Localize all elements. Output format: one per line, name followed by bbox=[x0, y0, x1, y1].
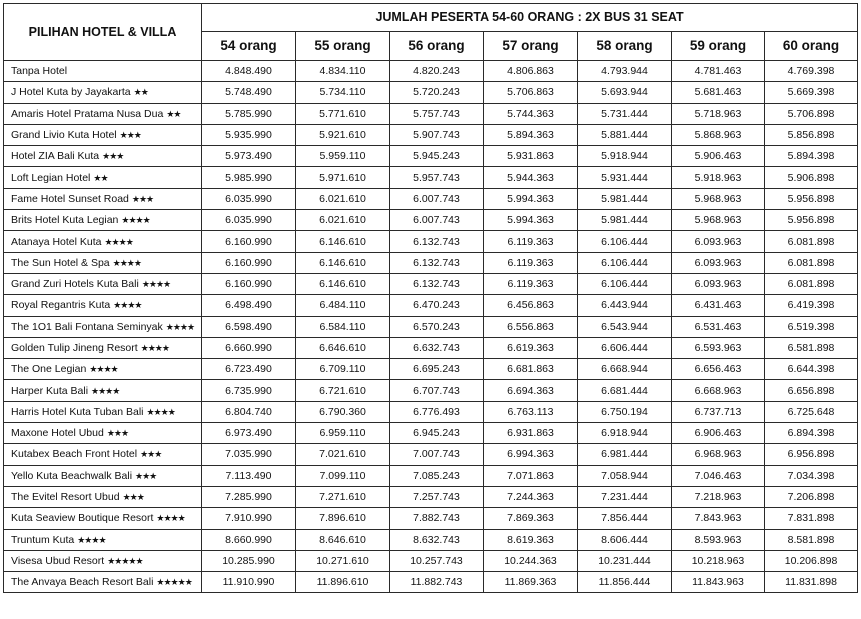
price-cell: 7.882.743 bbox=[390, 508, 484, 529]
hotel-name: Brits Hotel Kuta Legian bbox=[11, 214, 119, 227]
star-rating: ★★★ bbox=[122, 492, 144, 503]
price-cell: 7.856.444 bbox=[578, 508, 672, 529]
price-cell: 7.271.610 bbox=[296, 486, 390, 507]
price-cell: 5.706.898 bbox=[765, 103, 858, 124]
price-cell: 6.968.963 bbox=[672, 444, 765, 465]
price-cell: 6.973.490 bbox=[202, 423, 296, 444]
price-cell: 10.257.743 bbox=[390, 550, 484, 571]
price-cell: 7.099.110 bbox=[296, 465, 390, 486]
price-cell: 10.285.990 bbox=[202, 550, 296, 571]
price-cell: 5.744.363 bbox=[484, 103, 578, 124]
price-cell: 5.968.963 bbox=[672, 188, 765, 209]
hotel-name: Grand Livio Kuta Hotel bbox=[11, 129, 117, 142]
hotel-name-cell bbox=[4, 146, 202, 167]
price-cell: 7.007.743 bbox=[390, 444, 484, 465]
column-header: 54 orang bbox=[202, 31, 296, 60]
price-cell: 7.113.490 bbox=[202, 465, 296, 486]
price-cell: 6.593.963 bbox=[672, 337, 765, 358]
price-cell: 5.959.110 bbox=[296, 146, 390, 167]
price-cell: 5.971.610 bbox=[296, 167, 390, 188]
price-cell: 5.785.990 bbox=[202, 103, 296, 124]
price-cell: 6.695.243 bbox=[390, 359, 484, 380]
price-cell: 5.945.243 bbox=[390, 146, 484, 167]
star-rating: ★★★★ bbox=[113, 300, 142, 311]
price-cell: 7.046.463 bbox=[672, 465, 765, 486]
price-cell: 6.146.610 bbox=[296, 273, 390, 294]
table-row bbox=[4, 508, 858, 529]
table-body bbox=[4, 61, 858, 593]
price-cell: 6.106.444 bbox=[578, 273, 672, 294]
price-cell: 7.244.363 bbox=[484, 486, 578, 507]
price-cell: 6.723.490 bbox=[202, 359, 296, 380]
price-cell: 6.709.110 bbox=[296, 359, 390, 380]
column-header: 58 orang bbox=[578, 31, 672, 60]
price-cell: 5.968.963 bbox=[672, 210, 765, 231]
price-cell: 5.918.944 bbox=[578, 146, 672, 167]
table-row bbox=[4, 188, 858, 209]
price-cell: 6.804.740 bbox=[202, 401, 296, 422]
price-cell: 6.707.743 bbox=[390, 380, 484, 401]
table-row bbox=[4, 529, 858, 550]
price-cell: 5.881.444 bbox=[578, 124, 672, 145]
price-cell: 8.593.963 bbox=[672, 529, 765, 550]
price-cell: 6.656.463 bbox=[672, 359, 765, 380]
price-cell: 5.994.363 bbox=[484, 188, 578, 209]
hotel-name: The 1O1 Bali Fontana Seminyak bbox=[11, 320, 163, 333]
hotel-name: Hotel ZIA Bali Kuta bbox=[11, 150, 100, 163]
table-row bbox=[4, 572, 858, 593]
price-cell: 5.720.243 bbox=[390, 82, 484, 103]
table-row bbox=[4, 423, 858, 444]
price-cell: 7.071.863 bbox=[484, 465, 578, 486]
price-cell: 7.231.444 bbox=[578, 486, 672, 507]
price-cell: 6.737.713 bbox=[672, 401, 765, 422]
star-rating: ★★★★ bbox=[104, 236, 133, 247]
price-cell: 6.007.743 bbox=[390, 188, 484, 209]
price-cell: 6.735.990 bbox=[202, 380, 296, 401]
hotel-name: Maxone Hotel Ubud bbox=[11, 427, 104, 440]
star-rating: ★★ bbox=[93, 172, 108, 183]
hotel-name-cell bbox=[4, 572, 202, 593]
table-row bbox=[4, 295, 858, 316]
price-cell: 6.660.990 bbox=[202, 337, 296, 358]
price-cell: 6.119.363 bbox=[484, 273, 578, 294]
hotel-name-cell bbox=[4, 401, 202, 422]
table-row bbox=[4, 167, 858, 188]
hotel-name: Grand Zuri Hotels Kuta Bali bbox=[11, 278, 139, 291]
price-cell: 5.868.963 bbox=[672, 124, 765, 145]
price-cell: 7.206.898 bbox=[765, 486, 858, 507]
price-cell: 10.218.963 bbox=[672, 550, 765, 571]
price-cell: 5.856.898 bbox=[765, 124, 858, 145]
price-cell: 8.619.363 bbox=[484, 529, 578, 550]
hotel-name: Royal Regantris Kuta bbox=[11, 299, 111, 312]
price-cell: 5.956.898 bbox=[765, 188, 858, 209]
hotel-name-cell bbox=[4, 508, 202, 529]
price-cell: 6.132.743 bbox=[390, 252, 484, 273]
star-rating: ★★ bbox=[133, 87, 148, 98]
star-rating: ★★★ bbox=[106, 428, 129, 439]
price-cell: 6.584.110 bbox=[296, 316, 390, 337]
price-cell: 6.721.610 bbox=[296, 380, 390, 401]
hotel-name-cell bbox=[4, 188, 202, 209]
price-cell: 6.959.110 bbox=[296, 423, 390, 444]
price-cell: 6.470.243 bbox=[390, 295, 484, 316]
price-cell: 6.656.898 bbox=[765, 380, 858, 401]
price-cell: 6.750.194 bbox=[578, 401, 672, 422]
price-cell: 6.790.360 bbox=[296, 401, 390, 422]
price-cell: 11.882.743 bbox=[390, 572, 484, 593]
price-cell: 6.431.463 bbox=[672, 295, 765, 316]
star-rating: ★★★★ bbox=[156, 513, 185, 524]
price-cell: 6.146.610 bbox=[296, 231, 390, 252]
price-cell: 4.848.490 bbox=[202, 61, 296, 82]
price-cell: 5.669.398 bbox=[765, 82, 858, 103]
table-row bbox=[4, 61, 858, 82]
price-cell: 4.820.243 bbox=[390, 61, 484, 82]
price-cell: 5.771.610 bbox=[296, 103, 390, 124]
price-cell: 6.419.398 bbox=[765, 295, 858, 316]
hotel-name-cell bbox=[4, 252, 202, 273]
hotel-name: Harper Kuta Bali bbox=[11, 384, 89, 397]
hotel-name: Loft Legian Hotel bbox=[11, 171, 91, 184]
price-cell: 5.973.490 bbox=[202, 146, 296, 167]
price-cell: 6.918.944 bbox=[578, 423, 672, 444]
hotel-name: Golden Tulip Jineng Resort bbox=[11, 342, 138, 354]
price-cell: 5.906.463 bbox=[672, 146, 765, 167]
price-cell: 6.681.444 bbox=[578, 380, 672, 401]
price-cell: 5.681.463 bbox=[672, 82, 765, 103]
hotel-name: Harris Hotel Kuta Tuban Bali bbox=[11, 405, 144, 418]
table-row bbox=[4, 124, 858, 145]
price-cell: 6.519.398 bbox=[765, 316, 858, 337]
price-cell: 11.910.990 bbox=[202, 572, 296, 593]
price-cell: 6.945.243 bbox=[390, 423, 484, 444]
price-cell: 7.218.963 bbox=[672, 486, 765, 507]
hotel-name-cell bbox=[4, 380, 202, 401]
table-row bbox=[4, 486, 858, 507]
price-cell: 5.894.363 bbox=[484, 124, 578, 145]
table-row bbox=[4, 231, 858, 252]
hotel-name-cell bbox=[4, 465, 202, 486]
price-cell: 5.981.444 bbox=[578, 210, 672, 231]
price-cell: 6.007.743 bbox=[390, 210, 484, 231]
participant-group-header: JUMLAH PESERTA 54-60 ORANG : 2X BUS 31 SEAT bbox=[202, 4, 858, 32]
price-cell: 8.660.990 bbox=[202, 529, 296, 550]
star-rating: ★★★★ bbox=[121, 215, 150, 226]
table-row bbox=[4, 273, 858, 294]
price-cell: 6.035.990 bbox=[202, 210, 296, 231]
price-cell: 5.985.990 bbox=[202, 167, 296, 188]
hotel-name-cell bbox=[4, 529, 202, 550]
hotel-name: The One Legian bbox=[11, 363, 87, 376]
hotel-name-cell bbox=[4, 316, 202, 337]
price-cell: 6.606.444 bbox=[578, 337, 672, 358]
table-row bbox=[4, 252, 858, 273]
price-cell: 10.271.610 bbox=[296, 550, 390, 571]
table-row bbox=[4, 401, 858, 422]
price-cell: 5.906.898 bbox=[765, 167, 858, 188]
star-rating: ★★★★ bbox=[112, 257, 141, 268]
star-rating: ★★★★ bbox=[89, 364, 118, 375]
star-rating: ★★★★ bbox=[77, 534, 106, 545]
price-cell: 7.831.898 bbox=[765, 508, 858, 529]
column-header: 55 orang bbox=[296, 31, 390, 60]
price-cell: 6.668.963 bbox=[672, 380, 765, 401]
price-cell: 11.896.610 bbox=[296, 572, 390, 593]
hotel-column-header: PILIHAN HOTEL & VILLA bbox=[4, 4, 202, 61]
star-rating: ★★★★ bbox=[146, 406, 175, 417]
price-cell: 4.793.944 bbox=[578, 61, 672, 82]
hotel-name-cell bbox=[4, 550, 202, 571]
price-cell: 6.498.490 bbox=[202, 295, 296, 316]
price-cell: 7.085.243 bbox=[390, 465, 484, 486]
price-cell: 6.763.113 bbox=[484, 401, 578, 422]
hotel-name-cell bbox=[4, 167, 202, 188]
hotel-name: Atanaya Hotel Kuta bbox=[11, 235, 102, 248]
price-cell: 5.931.863 bbox=[484, 146, 578, 167]
price-cell: 6.956.898 bbox=[765, 444, 858, 465]
price-cell: 5.757.743 bbox=[390, 103, 484, 124]
price-cell: 6.644.398 bbox=[765, 359, 858, 380]
table-row bbox=[4, 337, 858, 358]
price-cell: 6.725.648 bbox=[765, 401, 858, 422]
price-cell: 6.081.898 bbox=[765, 252, 858, 273]
price-cell: 6.160.990 bbox=[202, 273, 296, 294]
star-rating: ★★★ bbox=[102, 151, 124, 162]
star-rating: ★★★ bbox=[119, 130, 141, 141]
price-cell: 6.132.743 bbox=[390, 231, 484, 252]
price-cell: 6.632.743 bbox=[390, 337, 484, 358]
table-row bbox=[4, 82, 858, 103]
price-cell: 8.646.610 bbox=[296, 529, 390, 550]
price-cell: 6.160.990 bbox=[202, 231, 296, 252]
hotel-name: The Evitel Resort Ubud bbox=[11, 491, 120, 504]
price-cell: 5.693.944 bbox=[578, 82, 672, 103]
hotel-name: Fame Hotel Sunset Road bbox=[11, 192, 129, 205]
price-cell: 5.918.963 bbox=[672, 167, 765, 188]
price-cell: 6.681.863 bbox=[484, 359, 578, 380]
price-cell: 7.910.990 bbox=[202, 508, 296, 529]
price-cell: 6.931.863 bbox=[484, 423, 578, 444]
price-cell: 5.981.444 bbox=[578, 188, 672, 209]
hotel-name: Tanpa Hotel bbox=[11, 65, 68, 78]
column-header: 59 orang bbox=[672, 31, 765, 60]
star-rating: ★★★ bbox=[140, 449, 162, 460]
price-cell: 7.843.963 bbox=[672, 508, 765, 529]
price-cell: 5.748.490 bbox=[202, 82, 296, 103]
star-rating: ★★★★ bbox=[165, 321, 195, 332]
price-cell: 6.906.463 bbox=[672, 423, 765, 444]
price-cell: 7.058.944 bbox=[578, 465, 672, 486]
price-cell: 5.734.110 bbox=[296, 82, 390, 103]
hotel-name-cell bbox=[4, 231, 202, 252]
hotel-name: The Anvaya Beach Resort Bali bbox=[11, 576, 154, 589]
price-cell: 6.531.463 bbox=[672, 316, 765, 337]
price-cell: 6.035.990 bbox=[202, 188, 296, 209]
price-cell: 5.931.444 bbox=[578, 167, 672, 188]
price-cell: 5.907.743 bbox=[390, 124, 484, 145]
price-cell: 6.543.944 bbox=[578, 316, 672, 337]
price-cell: 7.285.990 bbox=[202, 486, 296, 507]
price-cell: 8.632.743 bbox=[390, 529, 484, 550]
hotel-name: The Sun Hotel & Spa bbox=[11, 256, 110, 269]
table-row bbox=[4, 146, 858, 167]
table-row bbox=[4, 359, 858, 380]
hotel-name-cell bbox=[4, 423, 202, 444]
star-rating: ★★★★ bbox=[141, 279, 171, 290]
price-cell: 5.935.990 bbox=[202, 124, 296, 145]
price-cell: 5.731.444 bbox=[578, 103, 672, 124]
price-cell: 5.894.398 bbox=[765, 146, 858, 167]
price-cell: 6.093.963 bbox=[672, 273, 765, 294]
price-cell: 7.257.743 bbox=[390, 486, 484, 507]
price-cell: 11.831.898 bbox=[765, 572, 858, 593]
price-cell: 6.093.963 bbox=[672, 231, 765, 252]
price-cell: 6.093.963 bbox=[672, 252, 765, 273]
price-cell: 7.035.990 bbox=[202, 444, 296, 465]
hotel-name: Visesa Ubud Resort bbox=[11, 554, 105, 567]
price-cell: 5.994.363 bbox=[484, 210, 578, 231]
price-cell: 6.981.444 bbox=[578, 444, 672, 465]
price-cell: 6.021.610 bbox=[296, 188, 390, 209]
price-cell: 6.132.743 bbox=[390, 273, 484, 294]
price-cell: 6.456.863 bbox=[484, 295, 578, 316]
price-cell: 6.146.610 bbox=[296, 252, 390, 273]
price-table bbox=[3, 3, 858, 593]
price-cell: 7.021.610 bbox=[296, 444, 390, 465]
table-row bbox=[4, 444, 858, 465]
price-cell: 11.856.444 bbox=[578, 572, 672, 593]
star-rating: ★★★★★ bbox=[156, 577, 192, 588]
price-cell: 6.484.110 bbox=[296, 295, 390, 316]
price-cell: 6.581.898 bbox=[765, 337, 858, 358]
price-cell: 5.956.898 bbox=[765, 210, 858, 231]
price-cell: 6.119.363 bbox=[484, 252, 578, 273]
price-cell: 7.896.610 bbox=[296, 508, 390, 529]
price-cell: 10.244.363 bbox=[484, 550, 578, 571]
price-cell: 6.646.610 bbox=[296, 337, 390, 358]
price-cell: 10.231.444 bbox=[578, 550, 672, 571]
price-cell: 6.021.610 bbox=[296, 210, 390, 231]
star-rating: ★★★★★ bbox=[107, 555, 143, 566]
hotel-name: J Hotel Kuta by Jayakarta bbox=[11, 86, 131, 99]
price-cell: 7.869.363 bbox=[484, 508, 578, 529]
price-cell: 6.443.944 bbox=[578, 295, 672, 316]
table-row bbox=[4, 465, 858, 486]
star-rating: ★★★★ bbox=[91, 385, 120, 396]
price-cell: 6.619.363 bbox=[484, 337, 578, 358]
price-cell: 6.160.990 bbox=[202, 252, 296, 273]
price-cell: 7.034.398 bbox=[765, 465, 858, 486]
price-cell: 4.834.110 bbox=[296, 61, 390, 82]
price-cell: 6.894.398 bbox=[765, 423, 858, 444]
hotel-name: Kuta Seaview Boutique Resort bbox=[11, 512, 154, 525]
star-rating: ★★★ bbox=[135, 470, 157, 481]
price-cell: 6.556.863 bbox=[484, 316, 578, 337]
hotel-name-cell bbox=[4, 124, 202, 145]
hotel-name-cell bbox=[4, 210, 202, 231]
star-rating: ★★ bbox=[166, 108, 181, 119]
price-cell: 6.994.363 bbox=[484, 444, 578, 465]
table-row bbox=[4, 380, 858, 401]
price-cell: 6.570.243 bbox=[390, 316, 484, 337]
hotel-name-cell bbox=[4, 295, 202, 316]
star-rating: ★★★★ bbox=[140, 343, 169, 353]
price-cell: 10.206.898 bbox=[765, 550, 858, 571]
table-row bbox=[4, 103, 858, 124]
price-cell: 5.706.863 bbox=[484, 82, 578, 103]
price-cell: 4.806.863 bbox=[484, 61, 578, 82]
price-cell: 6.106.444 bbox=[578, 252, 672, 273]
price-cell: 6.668.944 bbox=[578, 359, 672, 380]
column-header: 60 orang bbox=[765, 31, 858, 60]
hotel-name-cell bbox=[4, 82, 202, 103]
price-cell: 5.957.743 bbox=[390, 167, 484, 188]
price-cell: 6.081.898 bbox=[765, 231, 858, 252]
price-cell: 6.119.363 bbox=[484, 231, 578, 252]
table-row bbox=[4, 210, 858, 231]
hotel-name: Amaris Hotel Pratama Nusa Dua bbox=[11, 107, 164, 120]
price-cell: 6.598.490 bbox=[202, 316, 296, 337]
price-cell: 6.776.493 bbox=[390, 401, 484, 422]
price-cell: 5.921.610 bbox=[296, 124, 390, 145]
column-header: 56 orang bbox=[390, 31, 484, 60]
table-row bbox=[4, 316, 858, 337]
hotel-name-cell bbox=[4, 337, 202, 358]
hotel-name-cell bbox=[4, 61, 202, 82]
price-cell: 8.581.898 bbox=[765, 529, 858, 550]
hotel-name-cell bbox=[4, 359, 202, 380]
hotel-name-cell bbox=[4, 486, 202, 507]
price-cell: 6.106.444 bbox=[578, 231, 672, 252]
price-cell: 4.781.463 bbox=[672, 61, 765, 82]
price-cell: 5.944.363 bbox=[484, 167, 578, 188]
table-row bbox=[4, 550, 858, 571]
price-cell: 8.606.444 bbox=[578, 529, 672, 550]
hotel-name-cell bbox=[4, 273, 202, 294]
price-cell: 4.769.398 bbox=[765, 61, 858, 82]
price-cell: 11.869.363 bbox=[484, 572, 578, 593]
hotel-name: Truntum Kuta bbox=[11, 533, 75, 546]
hotel-name: Yello Kuta Beachwalk Bali bbox=[11, 469, 133, 482]
price-cell: 6.081.898 bbox=[765, 273, 858, 294]
price-cell: 11.843.963 bbox=[672, 572, 765, 593]
hotel-name-cell bbox=[4, 444, 202, 465]
star-rating: ★★★ bbox=[131, 193, 154, 204]
hotel-name-cell bbox=[4, 103, 202, 124]
price-cell: 6.694.363 bbox=[484, 380, 578, 401]
price-cell: 5.718.963 bbox=[672, 103, 765, 124]
column-header: 57 orang bbox=[484, 31, 578, 60]
hotel-name: Kutabex Beach Front Hotel bbox=[11, 448, 138, 461]
